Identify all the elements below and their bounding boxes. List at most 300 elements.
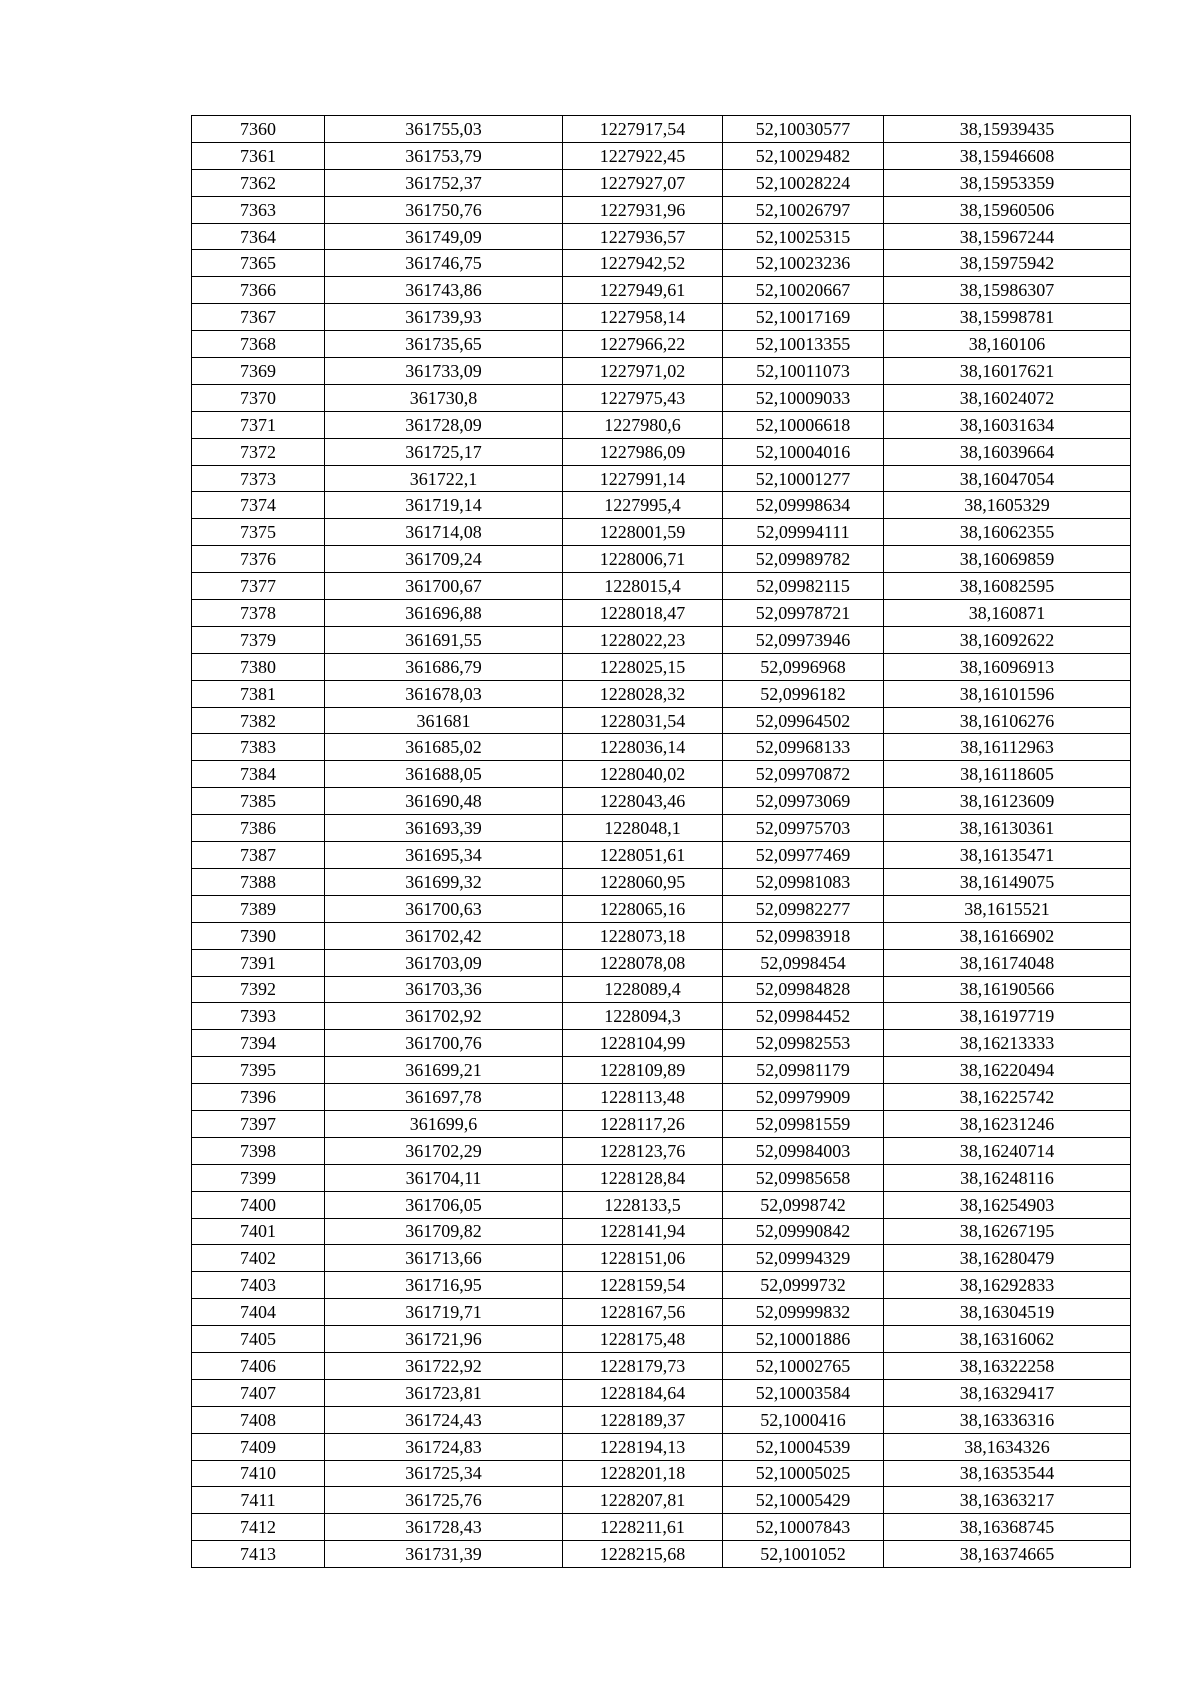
- y-coordinate-cell: 1228211,61: [563, 1514, 723, 1541]
- table-row: [192, 438, 1131, 465]
- y-coordinate-cell: 1228060,95: [563, 868, 723, 895]
- longitude-cell: 38,16225742: [884, 1084, 1131, 1111]
- latitude-cell: 52,0999732: [723, 1272, 884, 1299]
- y-coordinate-cell: 1228043,46: [563, 788, 723, 815]
- point-number-cell: 7378: [192, 600, 325, 627]
- longitude-cell: 38,16101596: [884, 680, 1131, 707]
- longitude-cell: 38,16123609: [884, 788, 1131, 815]
- x-coordinate-cell: 361691,55: [325, 626, 563, 653]
- table-row: [192, 546, 1131, 573]
- latitude-cell: 52,09978721: [723, 600, 884, 627]
- x-coordinate-cell: 361733,09: [325, 358, 563, 385]
- latitude-cell: 52,09977469: [723, 842, 884, 869]
- y-coordinate-cell: 1227931,96: [563, 196, 723, 223]
- x-coordinate-cell: 361719,71: [325, 1299, 563, 1326]
- x-coordinate-cell: 361716,95: [325, 1272, 563, 1299]
- table-row: [192, 1245, 1131, 1272]
- point-number-cell: 7374: [192, 492, 325, 519]
- point-number-cell: 7380: [192, 653, 325, 680]
- latitude-cell: 52,09984828: [723, 976, 884, 1003]
- x-coordinate-cell: 361730,8: [325, 384, 563, 411]
- point-number-cell: 7406: [192, 1352, 325, 1379]
- point-number-cell: 7362: [192, 169, 325, 196]
- y-coordinate-cell: 1228179,73: [563, 1352, 723, 1379]
- longitude-cell: 38,16047054: [884, 465, 1131, 492]
- table-row: [192, 492, 1131, 519]
- longitude-cell: 38,16336316: [884, 1406, 1131, 1433]
- table-row: [192, 895, 1131, 922]
- x-coordinate-cell: 361739,93: [325, 304, 563, 331]
- table-row: [192, 573, 1131, 600]
- point-number-cell: 7394: [192, 1030, 325, 1057]
- x-coordinate-cell: 361690,48: [325, 788, 563, 815]
- longitude-cell: 38,16254903: [884, 1191, 1131, 1218]
- latitude-cell: 52,09982277: [723, 895, 884, 922]
- y-coordinate-cell: 1228104,99: [563, 1030, 723, 1057]
- latitude-cell: 52,09989782: [723, 546, 884, 573]
- latitude-cell: 52,09982553: [723, 1030, 884, 1057]
- latitude-cell: 52,0998742: [723, 1191, 884, 1218]
- point-number-cell: 7395: [192, 1057, 325, 1084]
- longitude-cell: 38,16374665: [884, 1541, 1131, 1568]
- point-number-cell: 7384: [192, 761, 325, 788]
- longitude-cell: 38,16231246: [884, 1110, 1131, 1137]
- y-coordinate-cell: 1228025,15: [563, 653, 723, 680]
- y-coordinate-cell: 1227966,22: [563, 331, 723, 358]
- point-number-cell: 7386: [192, 815, 325, 842]
- longitude-cell: 38,16322258: [884, 1352, 1131, 1379]
- latitude-cell: 52,1000416: [723, 1406, 884, 1433]
- y-coordinate-cell: 1228028,32: [563, 680, 723, 707]
- x-coordinate-cell: 361725,17: [325, 438, 563, 465]
- y-coordinate-cell: 1227995,4: [563, 492, 723, 519]
- x-coordinate-cell: 361688,05: [325, 761, 563, 788]
- point-number-cell: 7390: [192, 922, 325, 949]
- latitude-cell: 52,09975703: [723, 815, 884, 842]
- x-coordinate-cell: 361725,76: [325, 1487, 563, 1514]
- latitude-cell: 52,10002765: [723, 1352, 884, 1379]
- longitude-cell: 38,15998781: [884, 304, 1131, 331]
- y-coordinate-cell: 1228159,54: [563, 1272, 723, 1299]
- table-row: [192, 1326, 1131, 1353]
- table-row: [192, 868, 1131, 895]
- point-number-cell: 7397: [192, 1110, 325, 1137]
- latitude-cell: 52,09998634: [723, 492, 884, 519]
- x-coordinate-cell: 361700,63: [325, 895, 563, 922]
- point-number-cell: 7413: [192, 1541, 325, 1568]
- point-number-cell: 7409: [192, 1433, 325, 1460]
- table-row: [192, 1218, 1131, 1245]
- x-coordinate-cell: 361695,34: [325, 842, 563, 869]
- y-coordinate-cell: 1227958,14: [563, 304, 723, 331]
- y-coordinate-cell: 1228167,56: [563, 1299, 723, 1326]
- point-number-cell: 7399: [192, 1164, 325, 1191]
- table-row: [192, 519, 1131, 546]
- table-row: [192, 949, 1131, 976]
- y-coordinate-cell: 1228194,13: [563, 1433, 723, 1460]
- x-coordinate-cell: 361724,83: [325, 1433, 563, 1460]
- longitude-cell: 38,15967244: [884, 223, 1131, 250]
- longitude-cell: 38,16135471: [884, 842, 1131, 869]
- y-coordinate-cell: 1227936,57: [563, 223, 723, 250]
- table-row: [192, 976, 1131, 1003]
- latitude-cell: 52,10020667: [723, 277, 884, 304]
- latitude-cell: 52,10028224: [723, 169, 884, 196]
- y-coordinate-cell: 1228207,81: [563, 1487, 723, 1514]
- y-coordinate-cell: 1228215,68: [563, 1541, 723, 1568]
- table-row: [192, 1003, 1131, 1030]
- latitude-cell: 52,09985658: [723, 1164, 884, 1191]
- table-row: [192, 1379, 1131, 1406]
- longitude-cell: 38,16031634: [884, 411, 1131, 438]
- x-coordinate-cell: 361724,43: [325, 1406, 563, 1433]
- point-number-cell: 7381: [192, 680, 325, 707]
- latitude-cell: 52,09979909: [723, 1084, 884, 1111]
- coordinates-table: [191, 115, 1131, 1568]
- y-coordinate-cell: 1227986,09: [563, 438, 723, 465]
- latitude-cell: 52,10007843: [723, 1514, 884, 1541]
- y-coordinate-cell: 1228065,16: [563, 895, 723, 922]
- point-number-cell: 7396: [192, 1084, 325, 1111]
- y-coordinate-cell: 1228015,4: [563, 573, 723, 600]
- table-row: [192, 1057, 1131, 1084]
- latitude-cell: 52,09984452: [723, 1003, 884, 1030]
- longitude-cell: 38,15960506: [884, 196, 1131, 223]
- latitude-cell: 52,10025315: [723, 223, 884, 250]
- longitude-cell: 38,16190566: [884, 976, 1131, 1003]
- latitude-cell: 52,0998454: [723, 949, 884, 976]
- latitude-cell: 52,09964502: [723, 707, 884, 734]
- table-row: [192, 761, 1131, 788]
- latitude-cell: 52,10003584: [723, 1379, 884, 1406]
- y-coordinate-cell: 1228151,06: [563, 1245, 723, 1272]
- y-coordinate-cell: 1228094,3: [563, 1003, 723, 1030]
- point-number-cell: 7360: [192, 116, 325, 143]
- table-row: [192, 1514, 1131, 1541]
- point-number-cell: 7401: [192, 1218, 325, 1245]
- longitude-cell: 38,16304519: [884, 1299, 1131, 1326]
- point-number-cell: 7367: [192, 304, 325, 331]
- longitude-cell: 38,16130361: [884, 815, 1131, 842]
- latitude-cell: 52,09970872: [723, 761, 884, 788]
- point-number-cell: 7366: [192, 277, 325, 304]
- x-coordinate-cell: 361702,42: [325, 922, 563, 949]
- latitude-cell: 52,09973946: [723, 626, 884, 653]
- y-coordinate-cell: 1228123,76: [563, 1137, 723, 1164]
- longitude-cell: 38,16280479: [884, 1245, 1131, 1272]
- longitude-cell: 38,16240714: [884, 1137, 1131, 1164]
- coordinates-table-body: [192, 116, 1131, 1568]
- latitude-cell: 52,10009033: [723, 384, 884, 411]
- table-row: [192, 1084, 1131, 1111]
- point-number-cell: 7387: [192, 842, 325, 869]
- x-coordinate-cell: 361686,79: [325, 653, 563, 680]
- x-coordinate-cell: 361693,39: [325, 815, 563, 842]
- x-coordinate-cell: 361709,82: [325, 1218, 563, 1245]
- x-coordinate-cell: 361702,29: [325, 1137, 563, 1164]
- y-coordinate-cell: 1228006,71: [563, 546, 723, 573]
- latitude-cell: 52,09981083: [723, 868, 884, 895]
- table-row: [192, 1433, 1131, 1460]
- table-row: [192, 1460, 1131, 1487]
- latitude-cell: 52,09994111: [723, 519, 884, 546]
- y-coordinate-cell: 1227949,61: [563, 277, 723, 304]
- y-coordinate-cell: 1228128,84: [563, 1164, 723, 1191]
- point-number-cell: 7375: [192, 519, 325, 546]
- y-coordinate-cell: 1228201,18: [563, 1460, 723, 1487]
- latitude-cell: 52,10001886: [723, 1326, 884, 1353]
- x-coordinate-cell: 361681: [325, 707, 563, 734]
- x-coordinate-cell: 361704,11: [325, 1164, 563, 1191]
- y-coordinate-cell: 1228175,48: [563, 1326, 723, 1353]
- longitude-cell: 38,16368745: [884, 1514, 1131, 1541]
- latitude-cell: 52,10023236: [723, 250, 884, 277]
- y-coordinate-cell: 1228089,4: [563, 976, 723, 1003]
- point-number-cell: 7392: [192, 976, 325, 1003]
- latitude-cell: 52,09984003: [723, 1137, 884, 1164]
- point-number-cell: 7377: [192, 573, 325, 600]
- table-row: [192, 1406, 1131, 1433]
- y-coordinate-cell: 1228040,02: [563, 761, 723, 788]
- table-row: [192, 384, 1131, 411]
- point-number-cell: 7368: [192, 331, 325, 358]
- table-row: [192, 1299, 1131, 1326]
- table-row: [192, 1541, 1131, 1568]
- table-row: [192, 1030, 1131, 1057]
- point-number-cell: 7385: [192, 788, 325, 815]
- table-row: [192, 680, 1131, 707]
- table-row: [192, 1164, 1131, 1191]
- x-coordinate-cell: 361699,21: [325, 1057, 563, 1084]
- latitude-cell: 52,10011073: [723, 358, 884, 385]
- table-row: [192, 1191, 1131, 1218]
- table-row: [192, 1487, 1131, 1514]
- table-row: [192, 653, 1131, 680]
- point-number-cell: 7400: [192, 1191, 325, 1218]
- latitude-cell: 52,10029482: [723, 142, 884, 169]
- x-coordinate-cell: 361678,03: [325, 680, 563, 707]
- y-coordinate-cell: 1228109,89: [563, 1057, 723, 1084]
- table-row: [192, 815, 1131, 842]
- x-coordinate-cell: 361697,78: [325, 1084, 563, 1111]
- y-coordinate-cell: 1228031,54: [563, 707, 723, 734]
- point-number-cell: 7389: [192, 895, 325, 922]
- longitude-cell: 38,16363217: [884, 1487, 1131, 1514]
- longitude-cell: 38,15946608: [884, 142, 1131, 169]
- latitude-cell: 52,09982115: [723, 573, 884, 600]
- longitude-cell: 38,16267195: [884, 1218, 1131, 1245]
- y-coordinate-cell: 1227942,52: [563, 250, 723, 277]
- point-number-cell: 7412: [192, 1514, 325, 1541]
- longitude-cell: 38,16353544: [884, 1460, 1131, 1487]
- y-coordinate-cell: 1228189,37: [563, 1406, 723, 1433]
- x-coordinate-cell: 361709,24: [325, 546, 563, 573]
- point-number-cell: 7369: [192, 358, 325, 385]
- latitude-cell: 52,10001277: [723, 465, 884, 492]
- x-coordinate-cell: 361731,39: [325, 1541, 563, 1568]
- table-row: [192, 331, 1131, 358]
- latitude-cell: 52,0996968: [723, 653, 884, 680]
- x-coordinate-cell: 361713,66: [325, 1245, 563, 1272]
- latitude-cell: 52,09999832: [723, 1299, 884, 1326]
- point-number-cell: 7370: [192, 384, 325, 411]
- latitude-cell: 52,10030577: [723, 116, 884, 143]
- latitude-cell: 52,09981559: [723, 1110, 884, 1137]
- y-coordinate-cell: 1227922,45: [563, 142, 723, 169]
- x-coordinate-cell: 361722,92: [325, 1352, 563, 1379]
- x-coordinate-cell: 361696,88: [325, 600, 563, 627]
- x-coordinate-cell: 361721,96: [325, 1326, 563, 1353]
- y-coordinate-cell: 1228078,08: [563, 949, 723, 976]
- table-row: [192, 1137, 1131, 1164]
- point-number-cell: 7388: [192, 868, 325, 895]
- table-row: [192, 304, 1131, 331]
- latitude-cell: 52,09983918: [723, 922, 884, 949]
- latitude-cell: 52,09981179: [723, 1057, 884, 1084]
- x-coordinate-cell: 361703,36: [325, 976, 563, 1003]
- y-coordinate-cell: 1228141,94: [563, 1218, 723, 1245]
- longitude-cell: 38,16316062: [884, 1326, 1131, 1353]
- longitude-cell: 38,15953359: [884, 169, 1131, 196]
- longitude-cell: 38,1605329: [884, 492, 1131, 519]
- y-coordinate-cell: 1228051,61: [563, 842, 723, 869]
- longitude-cell: 38,16017621: [884, 358, 1131, 385]
- longitude-cell: 38,1615521: [884, 895, 1131, 922]
- y-coordinate-cell: 1228073,18: [563, 922, 723, 949]
- longitude-cell: 38,16213333: [884, 1030, 1131, 1057]
- point-number-cell: 7405: [192, 1326, 325, 1353]
- point-number-cell: 7411: [192, 1487, 325, 1514]
- y-coordinate-cell: 1228184,64: [563, 1379, 723, 1406]
- longitude-cell: 38,16118605: [884, 761, 1131, 788]
- x-coordinate-cell: 361752,37: [325, 169, 563, 196]
- latitude-cell: 52,10006618: [723, 411, 884, 438]
- longitude-cell: 38,16092622: [884, 626, 1131, 653]
- table-row: [192, 1352, 1131, 1379]
- longitude-cell: 38,16329417: [884, 1379, 1131, 1406]
- longitude-cell: 38,16174048: [884, 949, 1131, 976]
- table-row: [192, 142, 1131, 169]
- longitude-cell: 38,16106276: [884, 707, 1131, 734]
- longitude-cell: 38,16024072: [884, 384, 1131, 411]
- x-coordinate-cell: 361735,65: [325, 331, 563, 358]
- table-row: [192, 358, 1131, 385]
- y-coordinate-cell: 1227991,14: [563, 465, 723, 492]
- latitude-cell: 52,09990842: [723, 1218, 884, 1245]
- point-number-cell: 7383: [192, 734, 325, 761]
- x-coordinate-cell: 361725,34: [325, 1460, 563, 1487]
- latitude-cell: 52,10004016: [723, 438, 884, 465]
- point-number-cell: 7410: [192, 1460, 325, 1487]
- longitude-cell: 38,16062355: [884, 519, 1131, 546]
- point-number-cell: 7372: [192, 438, 325, 465]
- x-coordinate-cell: 361746,75: [325, 250, 563, 277]
- point-number-cell: 7373: [192, 465, 325, 492]
- table-row: [192, 411, 1131, 438]
- table-row: [192, 223, 1131, 250]
- longitude-cell: 38,16220494: [884, 1057, 1131, 1084]
- y-coordinate-cell: 1228001,59: [563, 519, 723, 546]
- latitude-cell: 52,10017169: [723, 304, 884, 331]
- table-row: [192, 788, 1131, 815]
- table-row: [192, 169, 1131, 196]
- point-number-cell: 7408: [192, 1406, 325, 1433]
- y-coordinate-cell: 1228018,47: [563, 600, 723, 627]
- longitude-cell: 38,15939435: [884, 116, 1131, 143]
- point-number-cell: 7393: [192, 1003, 325, 1030]
- y-coordinate-cell: 1227971,02: [563, 358, 723, 385]
- point-number-cell: 7371: [192, 411, 325, 438]
- x-coordinate-cell: 361723,81: [325, 1379, 563, 1406]
- table-row: [192, 196, 1131, 223]
- longitude-cell: 38,16082595: [884, 573, 1131, 600]
- table-row: [192, 600, 1131, 627]
- latitude-cell: 52,10005025: [723, 1460, 884, 1487]
- table-row: [192, 842, 1131, 869]
- point-number-cell: 7391: [192, 949, 325, 976]
- y-coordinate-cell: 1228117,26: [563, 1110, 723, 1137]
- table-row: [192, 1272, 1131, 1299]
- table-row: [192, 734, 1131, 761]
- longitude-cell: 38,16069859: [884, 546, 1131, 573]
- x-coordinate-cell: 361743,86: [325, 277, 563, 304]
- longitude-cell: 38,16166902: [884, 922, 1131, 949]
- table-row: [192, 116, 1131, 143]
- y-coordinate-cell: 1227917,54: [563, 116, 723, 143]
- y-coordinate-cell: 1228036,14: [563, 734, 723, 761]
- point-number-cell: 7361: [192, 142, 325, 169]
- latitude-cell: 52,10004539: [723, 1433, 884, 1460]
- point-number-cell: 7364: [192, 223, 325, 250]
- x-coordinate-cell: 361702,92: [325, 1003, 563, 1030]
- table-row: [192, 626, 1131, 653]
- y-coordinate-cell: 1228022,23: [563, 626, 723, 653]
- x-coordinate-cell: 361700,67: [325, 573, 563, 600]
- point-number-cell: 7379: [192, 626, 325, 653]
- x-coordinate-cell: 361706,05: [325, 1191, 563, 1218]
- longitude-cell: 38,16149075: [884, 868, 1131, 895]
- latitude-cell: 52,1001052: [723, 1541, 884, 1568]
- table-row: [192, 1110, 1131, 1137]
- x-coordinate-cell: 361714,08: [325, 519, 563, 546]
- longitude-cell: 38,16096913: [884, 653, 1131, 680]
- point-number-cell: 7363: [192, 196, 325, 223]
- latitude-cell: 52,0996182: [723, 680, 884, 707]
- y-coordinate-cell: 1228113,48: [563, 1084, 723, 1111]
- x-coordinate-cell: 361753,79: [325, 142, 563, 169]
- table-row: [192, 922, 1131, 949]
- x-coordinate-cell: 361750,76: [325, 196, 563, 223]
- longitude-cell: 38,16112963: [884, 734, 1131, 761]
- x-coordinate-cell: 361699,32: [325, 868, 563, 895]
- latitude-cell: 52,09994329: [723, 1245, 884, 1272]
- longitude-cell: 38,16197719: [884, 1003, 1131, 1030]
- longitude-cell: 38,16292833: [884, 1272, 1131, 1299]
- y-coordinate-cell: 1228048,1: [563, 815, 723, 842]
- longitude-cell: 38,160871: [884, 600, 1131, 627]
- latitude-cell: 52,09973069: [723, 788, 884, 815]
- longitude-cell: 38,15986307: [884, 277, 1131, 304]
- point-number-cell: 7376: [192, 546, 325, 573]
- x-coordinate-cell: 361703,09: [325, 949, 563, 976]
- x-coordinate-cell: 361722,1: [325, 465, 563, 492]
- x-coordinate-cell: 361755,03: [325, 116, 563, 143]
- x-coordinate-cell: 361699,6: [325, 1110, 563, 1137]
- longitude-cell: 38,16248116: [884, 1164, 1131, 1191]
- y-coordinate-cell: 1227980,6: [563, 411, 723, 438]
- longitude-cell: 38,16039664: [884, 438, 1131, 465]
- point-number-cell: 7402: [192, 1245, 325, 1272]
